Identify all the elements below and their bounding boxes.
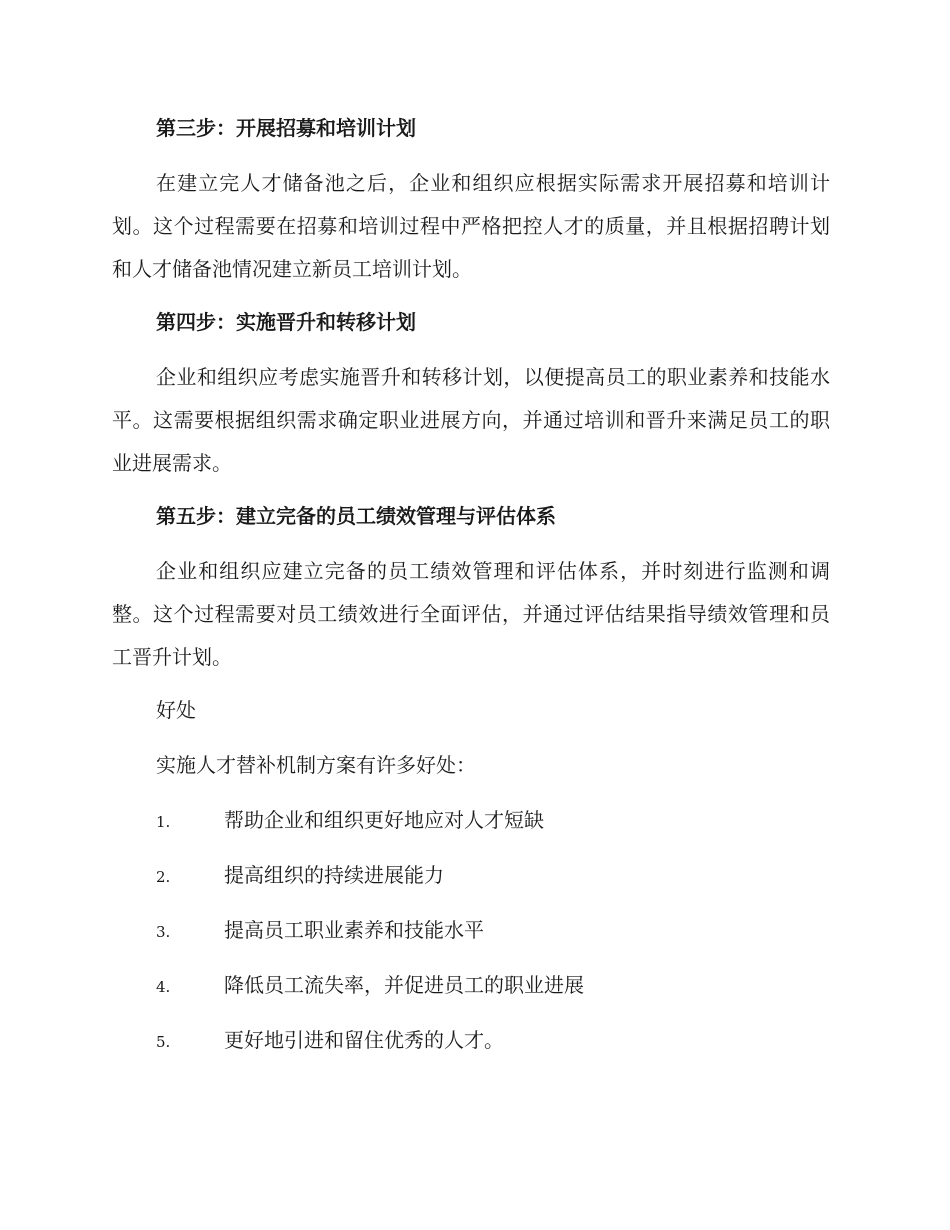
list-item-number: 4. — [156, 978, 171, 996]
step-four-heading: 第四步：实施晋升和转移计划 — [156, 310, 416, 334]
list-item-number: 1. — [156, 813, 171, 831]
list-item-text: 帮助企业和组织更好地应对人才短缺 — [224, 808, 544, 832]
list-item — [156, 916, 856, 944]
list-item — [156, 1026, 856, 1054]
list-item — [156, 806, 856, 834]
list-item-number: 2. — [156, 868, 171, 886]
step-five-paragraph: 企业和组织应建立完备的员工绩效管理和评估体系，并时刻进行监测和调整。这个过程需要对员工绩效进行全面评估，并通过评估结果指导绩效管理和员工晋升计划。 — [112, 559, 830, 669]
list-item-text: 降低员工流失率，并促进员工的职业进展 — [224, 973, 584, 997]
step-five-heading: 第五步：建立完备的员工绩效管理与评估体系 — [156, 504, 556, 528]
list-item — [156, 971, 856, 999]
step-three-heading: 第三步：开展招募和培训计划 — [156, 116, 416, 140]
step-three-paragraph: 在建立完人才储备池之后，企业和组织应根据实际需求开展招募和培训计划。这个过程需要在招募和培训过程中严格把控人才的质量，并且根据招聘计划和人才储备池情况建立新员工培训计划。 — [112, 171, 830, 281]
list-item-text: 提高组织的持续进展能力 — [224, 863, 444, 887]
list-item-number: 3. — [156, 923, 171, 941]
list-item — [156, 861, 856, 889]
list-item-text: 更好地引进和留住优秀的人才。 — [224, 1028, 504, 1052]
step-four-paragraph: 企业和组织应考虑实施晋升和转移计划，以便提高员工的职业素养和技能水平。这需要根据组织需求确定职业进展方向，并通过培训和晋升来满足员工的职业进展需求。 — [112, 365, 830, 475]
benefits-title: 好处 — [156, 698, 196, 722]
list-item-number: 5. — [156, 1033, 171, 1051]
list-item-text: 提高员工职业素养和技能水平 — [224, 918, 484, 942]
benefits-intro: 实施人才替补机制方案有许多好处： — [156, 753, 476, 777]
